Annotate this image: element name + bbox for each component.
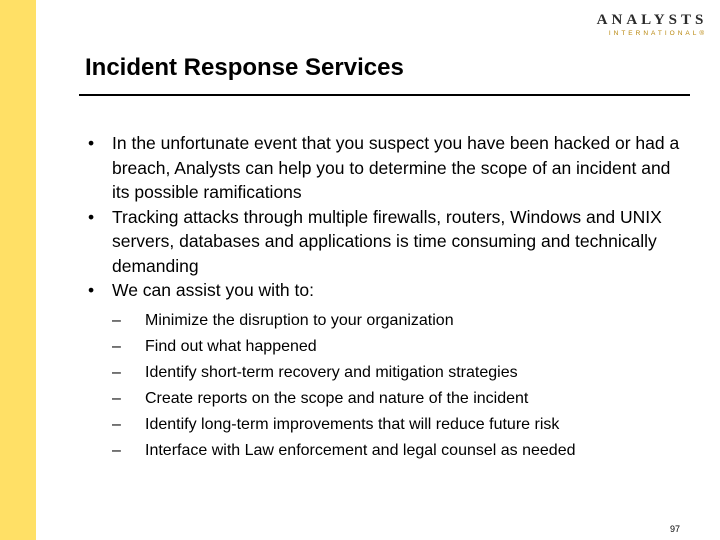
sub-bullet-text: Identify short-term recovery and mitigation strategies	[145, 363, 518, 381]
bullet-item	[88, 205, 688, 279]
bullet-icon: •	[88, 280, 95, 300]
dash-icon: –	[112, 389, 121, 407]
company-logo	[596, 12, 708, 42]
sub-bullet-text: Minimize the disruption to your organization	[145, 311, 454, 329]
sub-bullet-item	[112, 438, 688, 464]
bullet-item	[88, 278, 688, 464]
title-divider	[79, 94, 690, 96]
dash-icon: –	[112, 415, 121, 433]
sub-bullet-text: Find out what happened	[145, 337, 317, 355]
bullet-text: In the unfortunate event that you suspect you have been hacked or had a breach, Analysts can help you to determine the scope of an incident and its possible ramifications	[112, 133, 680, 202]
dash-icon: –	[112, 337, 121, 355]
sub-bullet-item	[112, 334, 688, 360]
logo-subtitle: INTERNATIONAL®	[608, 30, 708, 37]
sub-bullet-text: Identify long-term improvements that will reduce future risk	[145, 415, 560, 433]
bullet-list	[88, 131, 688, 464]
sub-bullet-item	[112, 360, 688, 386]
dash-icon: –	[112, 311, 121, 329]
bullet-icon: •	[88, 206, 95, 227]
bullet-text: We can assist you with to:	[112, 280, 314, 300]
slide-title: Incident Response Services	[85, 54, 404, 81]
sub-bullet-text: Create reports on the scope and nature of the incident	[145, 389, 529, 407]
sub-bullet-item	[112, 308, 688, 334]
bullet-text: Tracking attacks through multiple firewalls, routers, Windows and UNIX servers, databases and applications is time consuming and technically demanding	[112, 206, 662, 276]
sub-bullet-list	[112, 308, 688, 464]
logo-wordmark: ANALYSTS	[596, 12, 708, 28]
sub-bullet-item	[112, 412, 688, 438]
sub-bullet-item	[112, 386, 688, 412]
page-number: 97	[669, 524, 680, 534]
dash-icon: –	[112, 363, 121, 381]
sub-bullet-text: Interface with Law enforcement and legal counsel as needed	[145, 441, 576, 459]
dash-icon: –	[112, 441, 121, 459]
bullet-icon: •	[88, 133, 95, 153]
bullet-item	[88, 131, 688, 205]
sidebar-accent-bar	[0, 0, 36, 540]
